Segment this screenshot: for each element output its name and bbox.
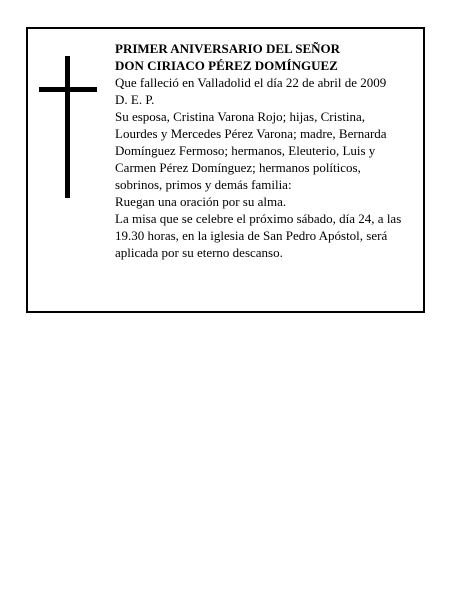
mass-line-3: aplicada por su eterno descanso. bbox=[115, 245, 283, 260]
rip-line: D. E. P. bbox=[115, 92, 155, 107]
death-date-line: Que falleció en Valladolid el día 22 de abril de 2009 bbox=[115, 75, 387, 90]
family-line-2: Lourdes y Mercedes Pérez Varona; madre, Bernarda bbox=[115, 126, 387, 141]
mass-line-2: 19.30 horas, en la iglesia de San Pedro Apóstol, será bbox=[115, 228, 388, 243]
notice-heading-line-1: PRIMER ANIVERSARIO DEL SEÑOR bbox=[115, 41, 341, 56]
cross-icon bbox=[39, 56, 97, 198]
notice-text bbox=[115, 40, 420, 261]
cross-horizontal-bar bbox=[39, 87, 97, 92]
family-line-5: sobrinos, primos y demás familia: bbox=[115, 177, 292, 192]
notice-heading-line-2: DON CIRIACO PÉREZ DOMÍNGUEZ bbox=[115, 58, 338, 73]
family-line-3: Domínguez Fermoso; hermanos, Eleuterio, Luis y bbox=[115, 143, 376, 158]
mass-line-1: La misa que se celebre el próximo sábado, día 24, a las bbox=[115, 211, 402, 226]
obituary-notice bbox=[26, 27, 425, 313]
family-line-4: Carmen Pérez Domínguez; hermanos políticos, bbox=[115, 160, 361, 175]
cross-vertical-bar bbox=[65, 56, 70, 198]
prayer-line: Ruegan una oración por su alma. bbox=[115, 194, 287, 209]
family-line-1: Su esposa, Cristina Varona Rojo; hijas, Cristina, bbox=[115, 109, 365, 124]
